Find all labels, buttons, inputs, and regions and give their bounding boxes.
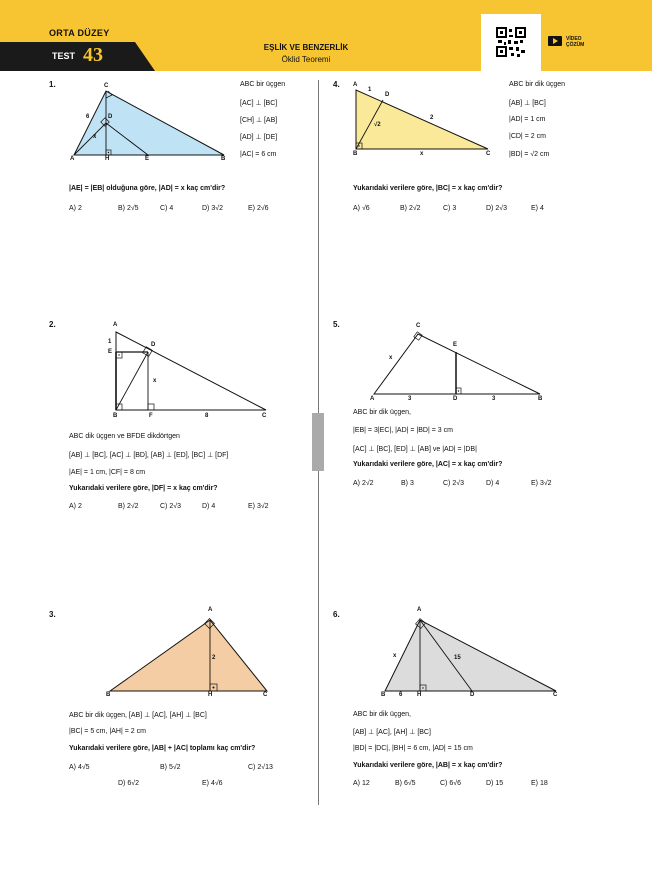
q2-option-a[interactable]: A) 2: [69, 503, 82, 510]
q6-label-6: 6: [399, 692, 403, 698]
question-4-figure: [350, 85, 495, 155]
q2-label-D: D: [151, 342, 156, 348]
q6-given-2: [AB] ⊥ [AC], [AH] ⊥ [BC]: [353, 729, 431, 736]
test-number: 43: [83, 44, 103, 66]
q6-label-x: x: [393, 653, 397, 659]
subtopic-title: Öklid Teoremi: [281, 55, 331, 64]
q6-stem: Yukarıdaki verilere göre, |AB| = x kaç cm'dir?: [353, 762, 503, 769]
q3-label-H: H: [208, 692, 213, 698]
test-label: TEST: [52, 51, 76, 61]
q5-option-b[interactable]: B) 3: [401, 480, 414, 487]
q1-given-4: [AD] ⊥ [DE]: [240, 134, 278, 141]
q4-label-rt2: √2: [374, 122, 381, 128]
q6-label-15: 15: [454, 655, 461, 661]
q1-option-c[interactable]: C) 4: [160, 205, 174, 212]
q1-option-d[interactable]: D) 3√2: [202, 205, 223, 212]
q2-label-E: E: [108, 349, 113, 355]
q1-label-E: E: [145, 156, 150, 162]
q5-option-d[interactable]: D) 4: [486, 480, 500, 487]
q3-option-c[interactable]: C) 2√13: [248, 764, 273, 771]
q5-label-B: B: [538, 396, 543, 402]
question-5-figure: [370, 330, 545, 396]
q4-option-b[interactable]: B) 2√2: [400, 205, 421, 212]
q2-given-3: |AE| = 1 cm, |CF| = 8 cm: [69, 469, 146, 476]
q5-option-e[interactable]: E) 3√2: [531, 480, 552, 487]
q4-given-3: |AD| = 1 cm: [509, 116, 546, 123]
question-4-number: 4.: [333, 80, 340, 89]
q6-given-1: ABC bir dik üçgen,: [353, 711, 411, 718]
question-1-number: 1.: [49, 80, 56, 89]
q3-option-b[interactable]: B) 5√2: [160, 764, 181, 771]
q2-option-e[interactable]: E) 3√2: [248, 503, 269, 510]
q2-stem: Yukarıdaki verilere göre, |DF| = x kaç cm'dir?: [69, 485, 218, 492]
question-5-number: 5.: [333, 320, 340, 329]
q5-given-3: [AC] ⊥ [BC], [ED] ⊥ [AB] ve |AD| = |DB|: [353, 446, 477, 453]
q2-label-F: F: [149, 413, 153, 419]
header-test-tab: [0, 42, 155, 71]
q1-option-a[interactable]: A) 2: [69, 205, 82, 212]
q1-given-2: [AC] ⊥ [BC]: [240, 100, 278, 107]
q4-label-2: 2: [430, 115, 434, 121]
q6-option-b[interactable]: B) 6√5: [395, 780, 416, 787]
q6-label-A: A: [417, 607, 422, 613]
topic-title: EŞLİK VE BENZERLİK: [263, 43, 349, 52]
q5-option-a[interactable]: A) 2√2: [353, 480, 374, 487]
q6-label-C: C: [553, 692, 558, 698]
q1-label-B: B: [221, 156, 226, 162]
q6-option-a[interactable]: A) 12: [353, 780, 370, 787]
qr-code-icon[interactable]: [481, 14, 541, 71]
question-3-figure: [105, 615, 270, 695]
q4-option-a[interactable]: A) √6: [353, 205, 370, 212]
q3-given-2: |BC| = 5 cm, |AH| = 2 cm: [69, 728, 146, 735]
question-3-number: 3.: [49, 610, 56, 619]
q1-label-C: C: [104, 83, 109, 89]
question-2-number: 2.: [49, 320, 56, 329]
q2-label-8: 8: [205, 413, 209, 419]
q6-label-B: B: [381, 692, 386, 698]
q4-stem: Yukarıdaki verilere göre, |BC| = x kaç cm'dir?: [353, 185, 503, 192]
q1-given-3: [CH] ⊥ [AB]: [240, 117, 278, 124]
q5-given-2: |EB| = 3|EC|, |AD| = |BD| = 3 cm: [353, 427, 453, 434]
q4-option-c[interactable]: C) 3: [443, 205, 457, 212]
q2-label-1: 1: [108, 339, 112, 345]
q4-label-1: 1: [368, 87, 372, 93]
q2-given-2: [AB] ⊥ [BC], [AC] ⊥ [BD], [AB] ⊥ [ED], [BC] ⊥ [DF]: [69, 452, 229, 459]
question-6-number: 6.: [333, 610, 340, 619]
q4-given-5: |BD| = √2 cm: [509, 151, 550, 158]
q2-option-c[interactable]: C) 2√3: [160, 503, 181, 510]
q1-label-D: D: [108, 114, 113, 120]
q5-label-A: A: [370, 396, 375, 402]
q5-label-3a: 3: [408, 396, 412, 402]
q3-label-C: C: [263, 692, 268, 698]
q3-stem: Yukarıdaki verilere göre, |AB| + |AC| toplamı kaç cm'dir?: [69, 745, 256, 752]
q4-given-2: [AB] ⊥ [BC]: [509, 100, 546, 107]
q3-given-1: ABC bir dik üçgen, [AB] ⊥ [AC], [AH] ⊥ [BC]: [69, 712, 207, 719]
q4-label-D: D: [385, 92, 390, 98]
q3-label-B: B: [106, 692, 111, 698]
q3-option-a[interactable]: A) 4√5: [69, 764, 90, 771]
q2-option-d[interactable]: D) 4: [202, 503, 216, 510]
question-2-figure: [110, 330, 270, 412]
q1-label-A: A: [70, 156, 75, 162]
video-play-icon[interactable]: [548, 36, 562, 46]
q4-option-e[interactable]: E) 4: [531, 205, 544, 212]
q1-given-5: |AC| = 6 cm: [240, 151, 277, 158]
q5-label-C: C: [416, 323, 421, 329]
q1-label-x: x: [93, 134, 97, 140]
q4-label-C: C: [486, 151, 491, 157]
q6-label-H: H: [417, 692, 422, 698]
q2-label-A: A: [113, 322, 118, 328]
q2-given-1: ABC dik üçgen ve BFDE dikdörtgen: [69, 433, 180, 440]
q1-label-H: H: [105, 156, 110, 162]
q5-stem: Yukarıdaki verilere göre, |AC| = x kaç cm'dir?: [353, 461, 503, 468]
q2-label-C: C: [262, 413, 267, 419]
q1-stem: |AE| = |EB| olduğuna göre, |AD| = x kaç cm'dir?: [69, 185, 226, 192]
q3-label-A: A: [208, 607, 213, 613]
difficulty-level: ORTA DÜZEY: [49, 28, 110, 38]
q4-label-x: x: [420, 151, 424, 157]
q1-option-b[interactable]: B) 2√5: [118, 205, 139, 212]
q3-option-d[interactable]: D) 6√2: [118, 780, 139, 787]
q2-label-B: B: [113, 413, 118, 419]
q5-option-c[interactable]: C) 2√3: [443, 480, 464, 487]
q3-option-e[interactable]: E) 4√6: [202, 780, 223, 787]
q6-option-e[interactable]: E) 18: [531, 780, 548, 787]
q4-given-1: ABC bir dik üçgen: [509, 81, 566, 88]
q6-option-d[interactable]: D) 15: [486, 780, 504, 787]
video-solution-label[interactable]: VİDEO ÇÖZÜM: [566, 36, 585, 48]
question-1-figure: [60, 80, 235, 165]
q4-option-d[interactable]: D) 2√3: [486, 205, 507, 212]
q4-given-4: |CD| = 2 cm: [509, 133, 546, 140]
q1-given-1: ABC bir üçgen: [240, 81, 286, 88]
q6-option-c[interactable]: C) 6√6: [440, 780, 461, 787]
q1-label-6: 6: [86, 114, 90, 120]
q5-label-3b: 3: [492, 396, 496, 402]
q2-label-x: x: [153, 378, 157, 384]
q6-label-D: D: [470, 692, 475, 698]
side-brand-tag: [312, 413, 324, 471]
q5-label-x: x: [389, 355, 393, 361]
q5-label-E: E: [453, 342, 458, 348]
q4-label-A: A: [353, 82, 358, 88]
q5-given-1: ABC bir dik üçgen,: [353, 409, 411, 416]
q4-label-B: B: [353, 151, 358, 157]
q3-label-2: 2: [212, 655, 216, 661]
q6-given-3: |BD| = |DC|, |BH| = 6 cm, |AD| = 15 cm: [353, 745, 473, 752]
q2-option-b[interactable]: B) 2√2: [118, 503, 139, 510]
q5-label-D: D: [453, 396, 458, 402]
q1-option-e[interactable]: E) 2√6: [248, 205, 269, 212]
question-6-figure: [380, 615, 560, 695]
